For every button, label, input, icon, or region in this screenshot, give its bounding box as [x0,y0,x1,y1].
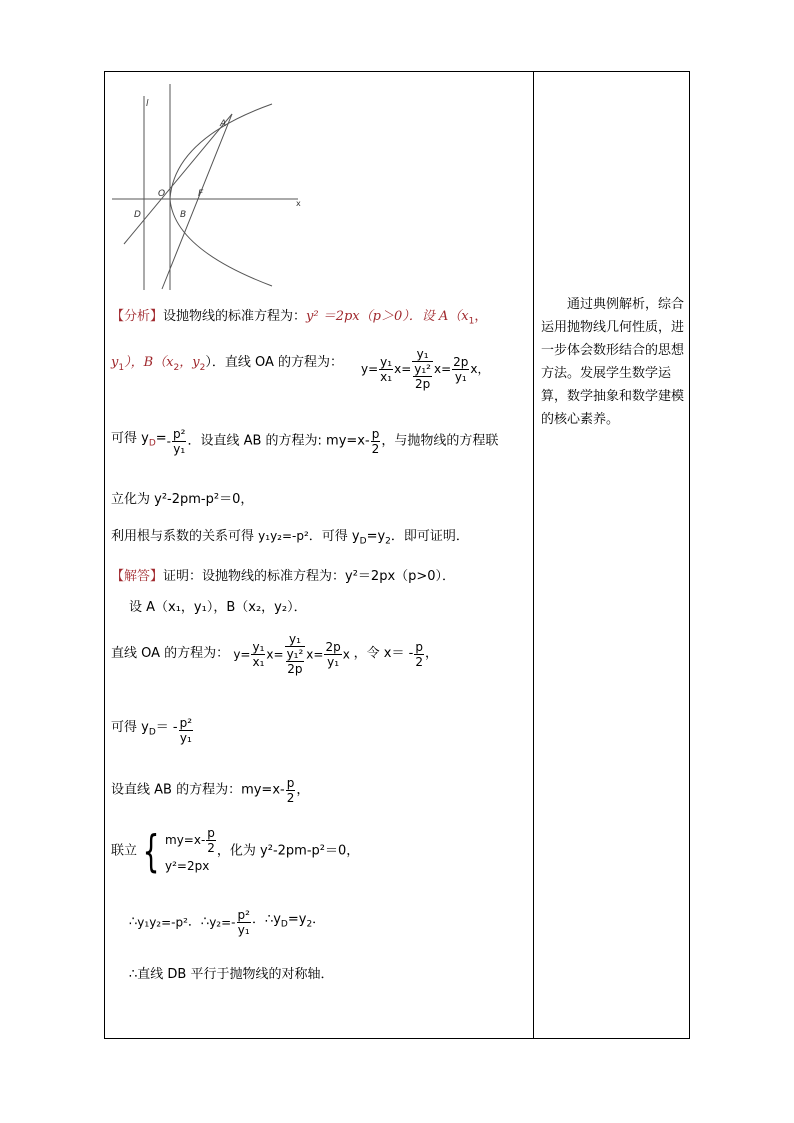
solution-line-4: 可得 $y_D=$ - $\frac{\text{p²}}{\text{y₁}}$ [111,716,193,745]
solution-line-8: ∴直线 DB 平行于抛物线的对称轴． [129,967,334,982]
column-divider [533,71,534,1039]
analysis-line-2: $y_1$），$B(x_2$，$y_2$）．直线 OA 的方程为： y= $\frac{\text{y₁}}{\text{x₁}}$ x= y₁ y₁² 2p x= $\frac{2p}{\text{y₁}}$ x， [111,347,490,391]
label-f: F [198,189,204,199]
label-a: A [220,119,227,129]
analysis-line-1: 【分析】设抛物线的标准方程为：y² ＝2px（p＞0）．设 $A(x_1$， [111,309,488,327]
solution-line-1: 【解答】证明：设抛物线的标准方程为：y²＝2px（p>0）． [111,569,456,584]
label-x: x [296,199,301,208]
solution-line-5: 设直线 AB 的方程为：my=x- $\frac{p}{2}$ ， [111,776,310,805]
solution-line-2: 设 A（x₁，y₁），B（x₂，y₂）． [129,600,307,615]
solution-tag: 【解答】 [111,569,164,584]
analysis-tag: 【分析】 [111,309,164,324]
label-o: O [158,189,166,199]
label-l: l [146,99,149,109]
label-d: D [134,210,141,220]
analysis-line-4: 立化为 y²-2pm-p²＝0， [111,492,254,507]
analysis-line-5: 利用根与系数的关系可得 y₁y₂=-p²．可得 $y_D=y_2$．即可证明． [111,529,469,547]
parabola-figure [112,84,302,290]
solution-line-6: 联立 { my=x- $\frac{p}{2}$ y²=2px ，化为 y²-2pm-p²＝0， [111,825,360,877]
label-b: B [180,210,187,220]
solution-line-7: ∴y₁y₂=-p²．∴y₂=- $\frac{\text{p²}}{\text{y₁}}$ ．$\therefore y_D=y_2$． [129,908,326,937]
teaching-note: 通过典例解析，综合运用抛物线几何性质，进一步体会数形结合的思想方法。发展学生数学运算，数学抽象和数学建模的核心素养。 [541,297,685,427]
analysis-line-3: 可得 $y_D=-$ $\frac{\text{p²}}{\text{y₁}}$ ．设直线 AB 的方程为: my=x- $\frac{p}{2}$ ，与抛物线的方程联 [111,427,499,456]
solution-line-3: 直线 OA 的方程为： y= $\frac{\text{y₁}}{\text{x₁}}$ x= y₁ y₁² 2p x= $\frac{2p}{\text{y₁}}$ x ，令 x＝ - $\frac{p}{2}$ ， [111,632,438,676]
